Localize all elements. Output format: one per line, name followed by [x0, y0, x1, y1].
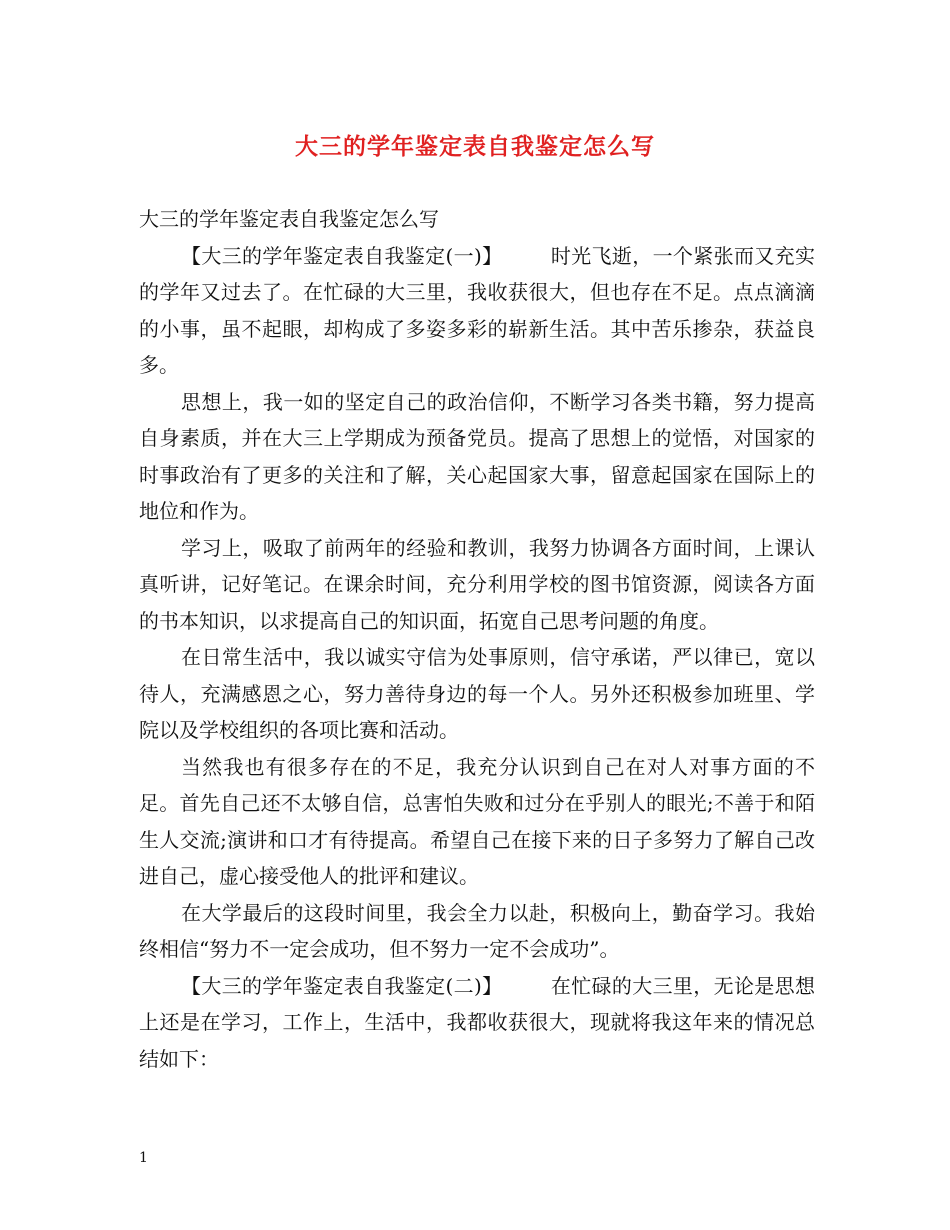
page-number: 1: [139, 1150, 148, 1166]
paragraph-2: 思想上，我一如的坚定自己的政治信仰，不断学习各类书籍，努力提高自身素质，并在大三上学期成为预备党员。提高了思想上的觉悟，对国家的时事政治有了更多的关注和了解，关心起国家大事，留意起国家在国际上的地位和作为。: [139, 389, 815, 523]
paragraph-1: [139, 238, 815, 384]
paragraph-4: 在日常生活中，我以诚实守信为处事原则，信守承诺，严以律已，宽以待人，充满感恩之心，努力善待身边的每一个人。另外还积极参加班里、学院以及学校组织的各项比赛和活动。: [139, 645, 815, 742]
paragraph-7: [139, 968, 815, 1078]
document-title: 大三的学年鉴定表自我鉴定怎么写: [295, 133, 655, 160]
paragraph-7-text: 在忙碌的大三里，无论是思想上还是在学习，工作上，生活中，我都收获很大，现就将我这年来的情况总结如下：: [139, 973, 816, 1071]
paragraph-3: 学习上，吸取了前两年的经验和教训，我努力协调各方面时间，上课认真听讲，记好笔记。在课余时间，充分利用学校的图书馆资源，阅读各方面的书本知识，以求提高自己的知识面，拓宽自己思考问题的角度。: [139, 535, 815, 633]
document-subtitle: 大三的学年鉴定表自我鉴定怎么写: [139, 207, 439, 231]
paragraph-1-text: 时光飞逝，一个紧张而又充实的学年又过去了。在忙碌的大三里，我收获很大，但也存在不足。点点滴滴的小事，虽不起眼，却构成了多姿多彩的崭新生活。其中苦乐掺杂，获益良多。: [139, 243, 816, 377]
paragraph-5: 当然我也有很多存在的不足，我充分认识到自己在对人对事方面的不足。首先自己还不太够自信，总害怕失败和过分在乎别人的眼光;不善于和陌生人交流;演讲和口才有待提高。希望自己在接下来的日子多努力了解自己改进自己，虚心接受他人的批评和建议。: [139, 754, 815, 888]
paragraph-6: 在大学最后的这段时间里，我会全力以赴，积极向上，勤奋学习。我始终相信“努力不一定会成功，但不努力一定不会成功”。: [139, 900, 815, 961]
section-heading-2: 【大三的学年鉴定表自我鉴定(二)】: [181, 973, 503, 998]
document-body: [139, 201, 815, 1077]
section-heading-1: 【大三的学年鉴定表自我鉴定(一)】: [181, 243, 503, 268]
